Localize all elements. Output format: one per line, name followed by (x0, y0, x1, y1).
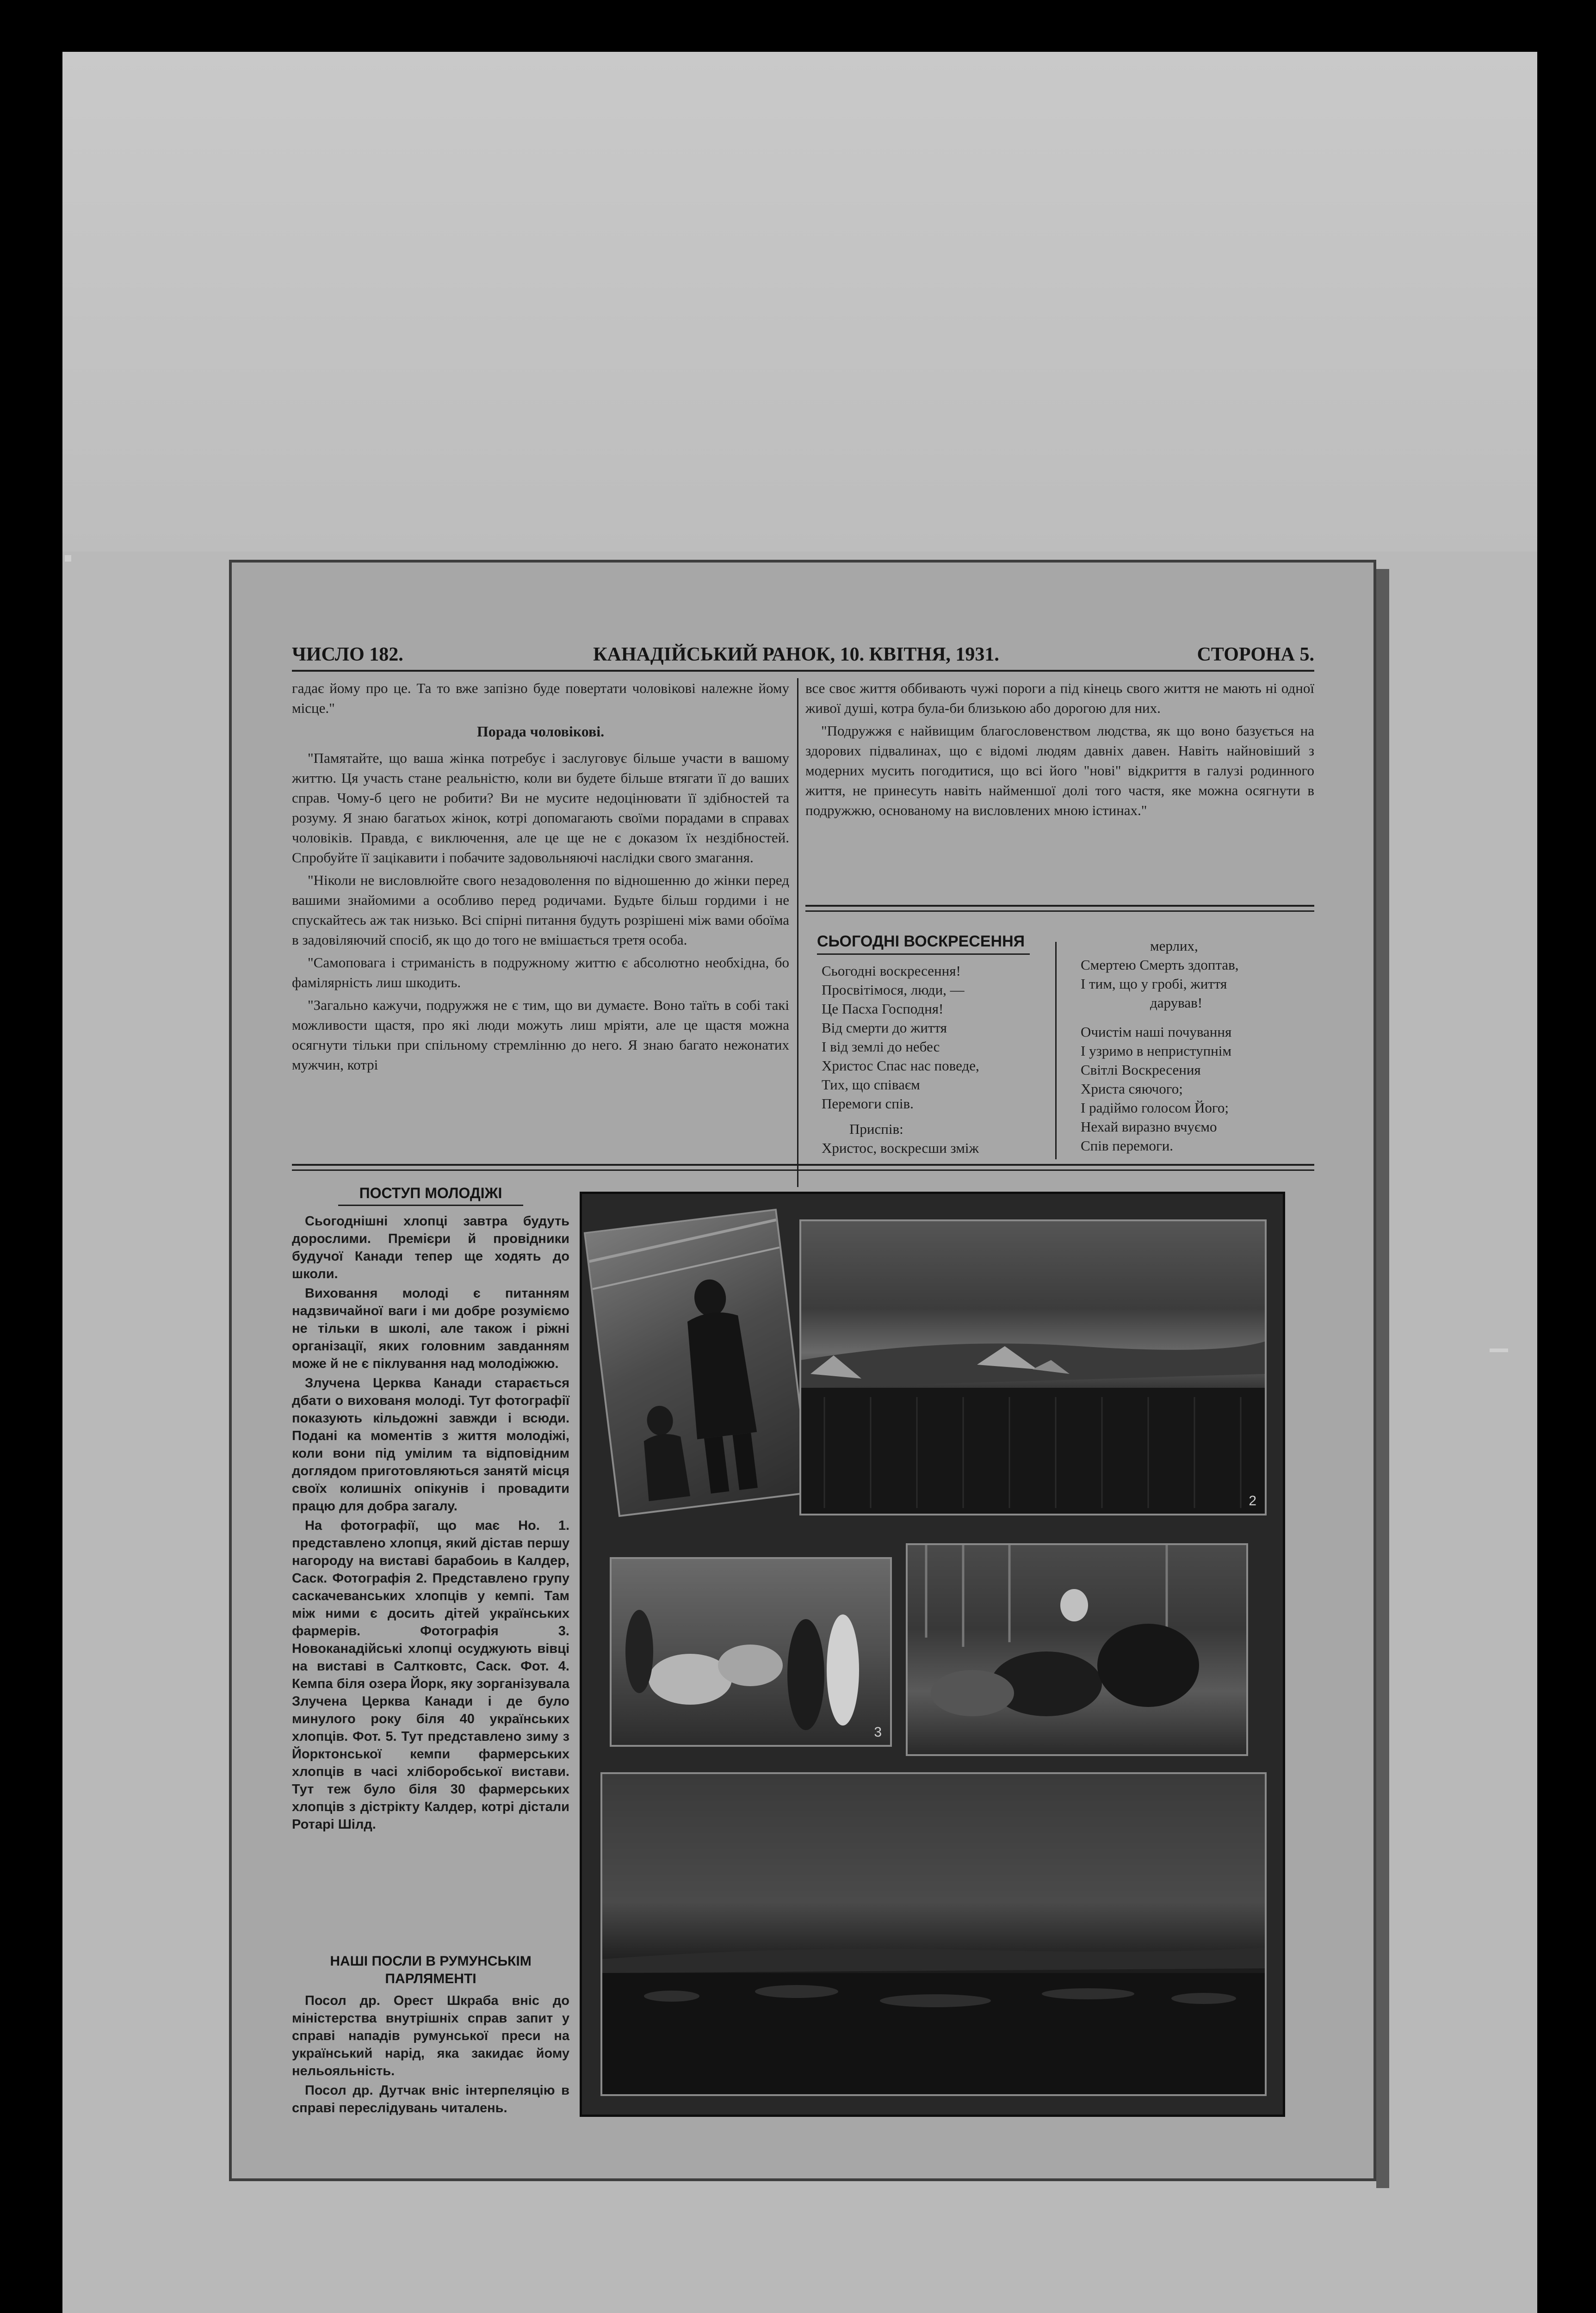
poem-line: Нехай виразно вчуємо (1081, 1119, 1217, 1135)
poem-line: Перемоги спів. (822, 1095, 914, 1112)
poem-line: Від смерти до життя (822, 1020, 947, 1036)
right-column (805, 678, 1314, 823)
section-rule (292, 1169, 1314, 1171)
photo-number: 2 (1249, 1493, 1256, 1509)
paragraph: "Ніколи не висловлюйте свого незадоволення по відношенню до жінки перед вашими знайомими а особливо перед родичами. Будьте більш гордими і не спускайтесь аж так низько. Всі спірні питання будуть розрішені між вами обоїма в задовіляючий спосіб, як що до того не вмішається третя особа. (292, 872, 789, 948)
photo-collage (580, 1192, 1285, 2117)
section-rule (805, 905, 1314, 907)
poem-line: Смертею Смерть здоптав, (1081, 957, 1239, 973)
youth-article (292, 1212, 569, 1835)
paragraph: Сьогоднішні хлопці завтра будуть дорослими. Премієри й провідники будучої Канади тепер ще ходять до школи. (292, 1214, 569, 1281)
poem-line: Це Пасха Господня! (822, 1001, 944, 1017)
paragraph: все своє життя оббивають чужі пороги а під кінець свого життя не мають ні одної живої душі, котра була-би близькою або дорогою для них. (805, 680, 1314, 716)
poem-line: мерлих, (1150, 938, 1198, 954)
issue-number: ЧИСЛО 182. (292, 644, 403, 665)
photo-5-fair-crowd (600, 1772, 1267, 2096)
section-rule (805, 910, 1314, 912)
paragraph: "Самоповага і стриманість в подружному життю є абсолютно необхідна, бо фамілярність лиш шкодить. (292, 954, 789, 990)
poem-refrain-label: Приспів: (849, 1121, 903, 1137)
paragraph: Злучена Церква Канади старається дбати о вихованя молоді. Тут фотографії показують кільдожні завжди і всюди. Подані ка моментів з життя молодіжі, коли вони під умілим та відповідним доглядом приготовляються занятй місця своїх колишніх опікунів і провадити працю для добра загалу. (292, 1376, 569, 1514)
poem-line: І тим, що у гробі, життя (1081, 976, 1227, 992)
poem-line: І радіймо голосом Його; (1081, 1100, 1229, 1116)
envoys-article (292, 1992, 569, 2119)
film-mark (1490, 1348, 1508, 1352)
heading-underline (338, 1205, 523, 1206)
poem-right (1081, 936, 1239, 1155)
poem-line: І від землі до небес (822, 1039, 940, 1055)
section-rule (292, 1164, 1314, 1166)
poem-column-rule (1055, 942, 1057, 1159)
poem-line: Христос Спас нас поведе, (822, 1058, 979, 1074)
paragraph: Виховання молоді є питанням надзвичайної ваги і ми добре розуміємо не тільки в школі, але також і ріжні організації, яких головним завданням може й не є піклування над молодіжжю. (292, 1286, 569, 1371)
photo-2-tents (801, 1221, 1265, 1514)
poem-line: Христос, воскресши зміж (822, 1140, 979, 1156)
poem-line: дарував! (1150, 995, 1203, 1011)
paragraph: "Загально кажучи, подружжя не є тим, що ви думаєте. Воно таїть в собі такі можливости щастя, про які люди можуть лиш мріяти, але це щастя можна осягнути тільки при спільному стремлінню до него. Я знаю багато нежонатих мужчин, котрі (292, 997, 789, 1073)
poem-line: Тих, що співаєм (822, 1076, 920, 1093)
poem-line: Христа сяючого; (1081, 1081, 1183, 1097)
poem-line: Спів перемоги. (1081, 1138, 1174, 1154)
page-edge (1376, 569, 1389, 2188)
newspaper-title-date: КАНАДІЙСЬКИЙ РАНОК, 10. КВІТНЯ, 1931. (593, 644, 999, 665)
paragraph: Посол др. Дутчак вніс інтерпеляцію в справі переслідувань читалень. (292, 2083, 569, 2115)
newspaper-page (229, 560, 1376, 2181)
page-label: СТОРОНА 5. (1197, 644, 1314, 665)
photo-2-camp (799, 1219, 1267, 1515)
title-underline (817, 953, 1030, 955)
poem-line: Сьогодні воскресення! (822, 963, 961, 979)
poem-line: Світлі Воскресения (1081, 1062, 1201, 1078)
masthead (292, 643, 1314, 667)
envoys-heading: НАШІ ПОСЛИ В РУМУНСЬКІМ ПАРЛЯМЕНТІ (330, 1954, 532, 1986)
poem-line: Просвітімося, люди, — (822, 982, 965, 998)
column-rule (797, 678, 798, 1187)
photo-5-crowd (602, 1774, 1265, 2094)
paragraph: "Памятайте, що ваша жінка потребує і заслуговує більше участи в вашому життю. Ця участь стане реальністю, коли ви будете більше втягати її до ваших справ. Чому-б цего не робити? Ви не мусите недоцінювати її здібностей та розуму. Я знаю багатьох жінок, котрі допомагають своїми порадами в справах чоловіків. Правда, є виключення, але це ще не є доказом їх нездібностей. Спробуйте її зацікавити і побачите задовольняючі наслідки свого змагання. (292, 750, 789, 866)
photo-3-scene (612, 1559, 890, 1745)
film-mark (65, 555, 71, 562)
paragraph: "Подружжя є найвищим благословенством людства, як що воно базується на здорових підвалинах, що є відомі людям давніх давен. Навіть найновіший з модерних мусить погодитися, що всі його "нові" відкриття в галузі родинного життя, не принесуть навіть найменшої долі того частя, яке можна осягнути в подружжю, основаному на висловлених мною істинах." (805, 723, 1314, 818)
photo-1-boy-with-prize (584, 1209, 811, 1517)
masthead-rule (292, 670, 1314, 672)
youth-heading: ПОСТУП МОЛОДІЖІ (359, 1185, 502, 1201)
advice-heading: Порада чоловікові. (476, 723, 605, 740)
paragraph: На фотографії, що має Но. 1. представлено хлопця, який дістав першу нагороду на виставі барабоиь в Калдер, Саск. Фотографія 2. Представлено групу саскачеванських хлопців у кемпі. Там між ними є досить дітей українських фармерів. Фотографія 3. Новоканадійські хлопці осуджують вівці на виставі в Салтковтс, Саск. Фот. 4. Кемпа біля озера Йорк, яку зорганізувала Злучена Церква Канади і де було минулого року біля 40 українських хлопців. Фот. 5. Тут представлено зиму з Йорктонської кемпи фармерських хлопців в часі хліборобської вистави. Тут теж було біля 30 фармерських хлопців з дістрікту Калдер, котрі дістали Ротарі Шілд. (292, 1518, 569, 1832)
photo-4-lake-camp (906, 1543, 1248, 1756)
photo-1-figure (586, 1211, 810, 1515)
photo-4-group (908, 1545, 1246, 1754)
opening-paragraph: гадає йому про це. Та то вже запізно буде повертати чоловікові належне йому місце." (292, 680, 789, 716)
poem-line: Очистім наші почування (1081, 1024, 1232, 1040)
photo-number: 3 (874, 1725, 882, 1740)
paragraph: Посол др. Орест Шкраба вніс до міністерства внутрішніх справ запит у справі нападів румунської преси на український нарід, яка закидає йому нельояльність. (292, 1993, 569, 2078)
poem-title: СЬОГОДНІ ВОСКРЕСЕННЯ (817, 933, 1025, 950)
poem-left (822, 961, 979, 1157)
left-column (292, 678, 789, 1077)
poem-line: І узримо в неприступнім (1081, 1043, 1231, 1059)
photo-3-sheep-show (610, 1557, 892, 1747)
